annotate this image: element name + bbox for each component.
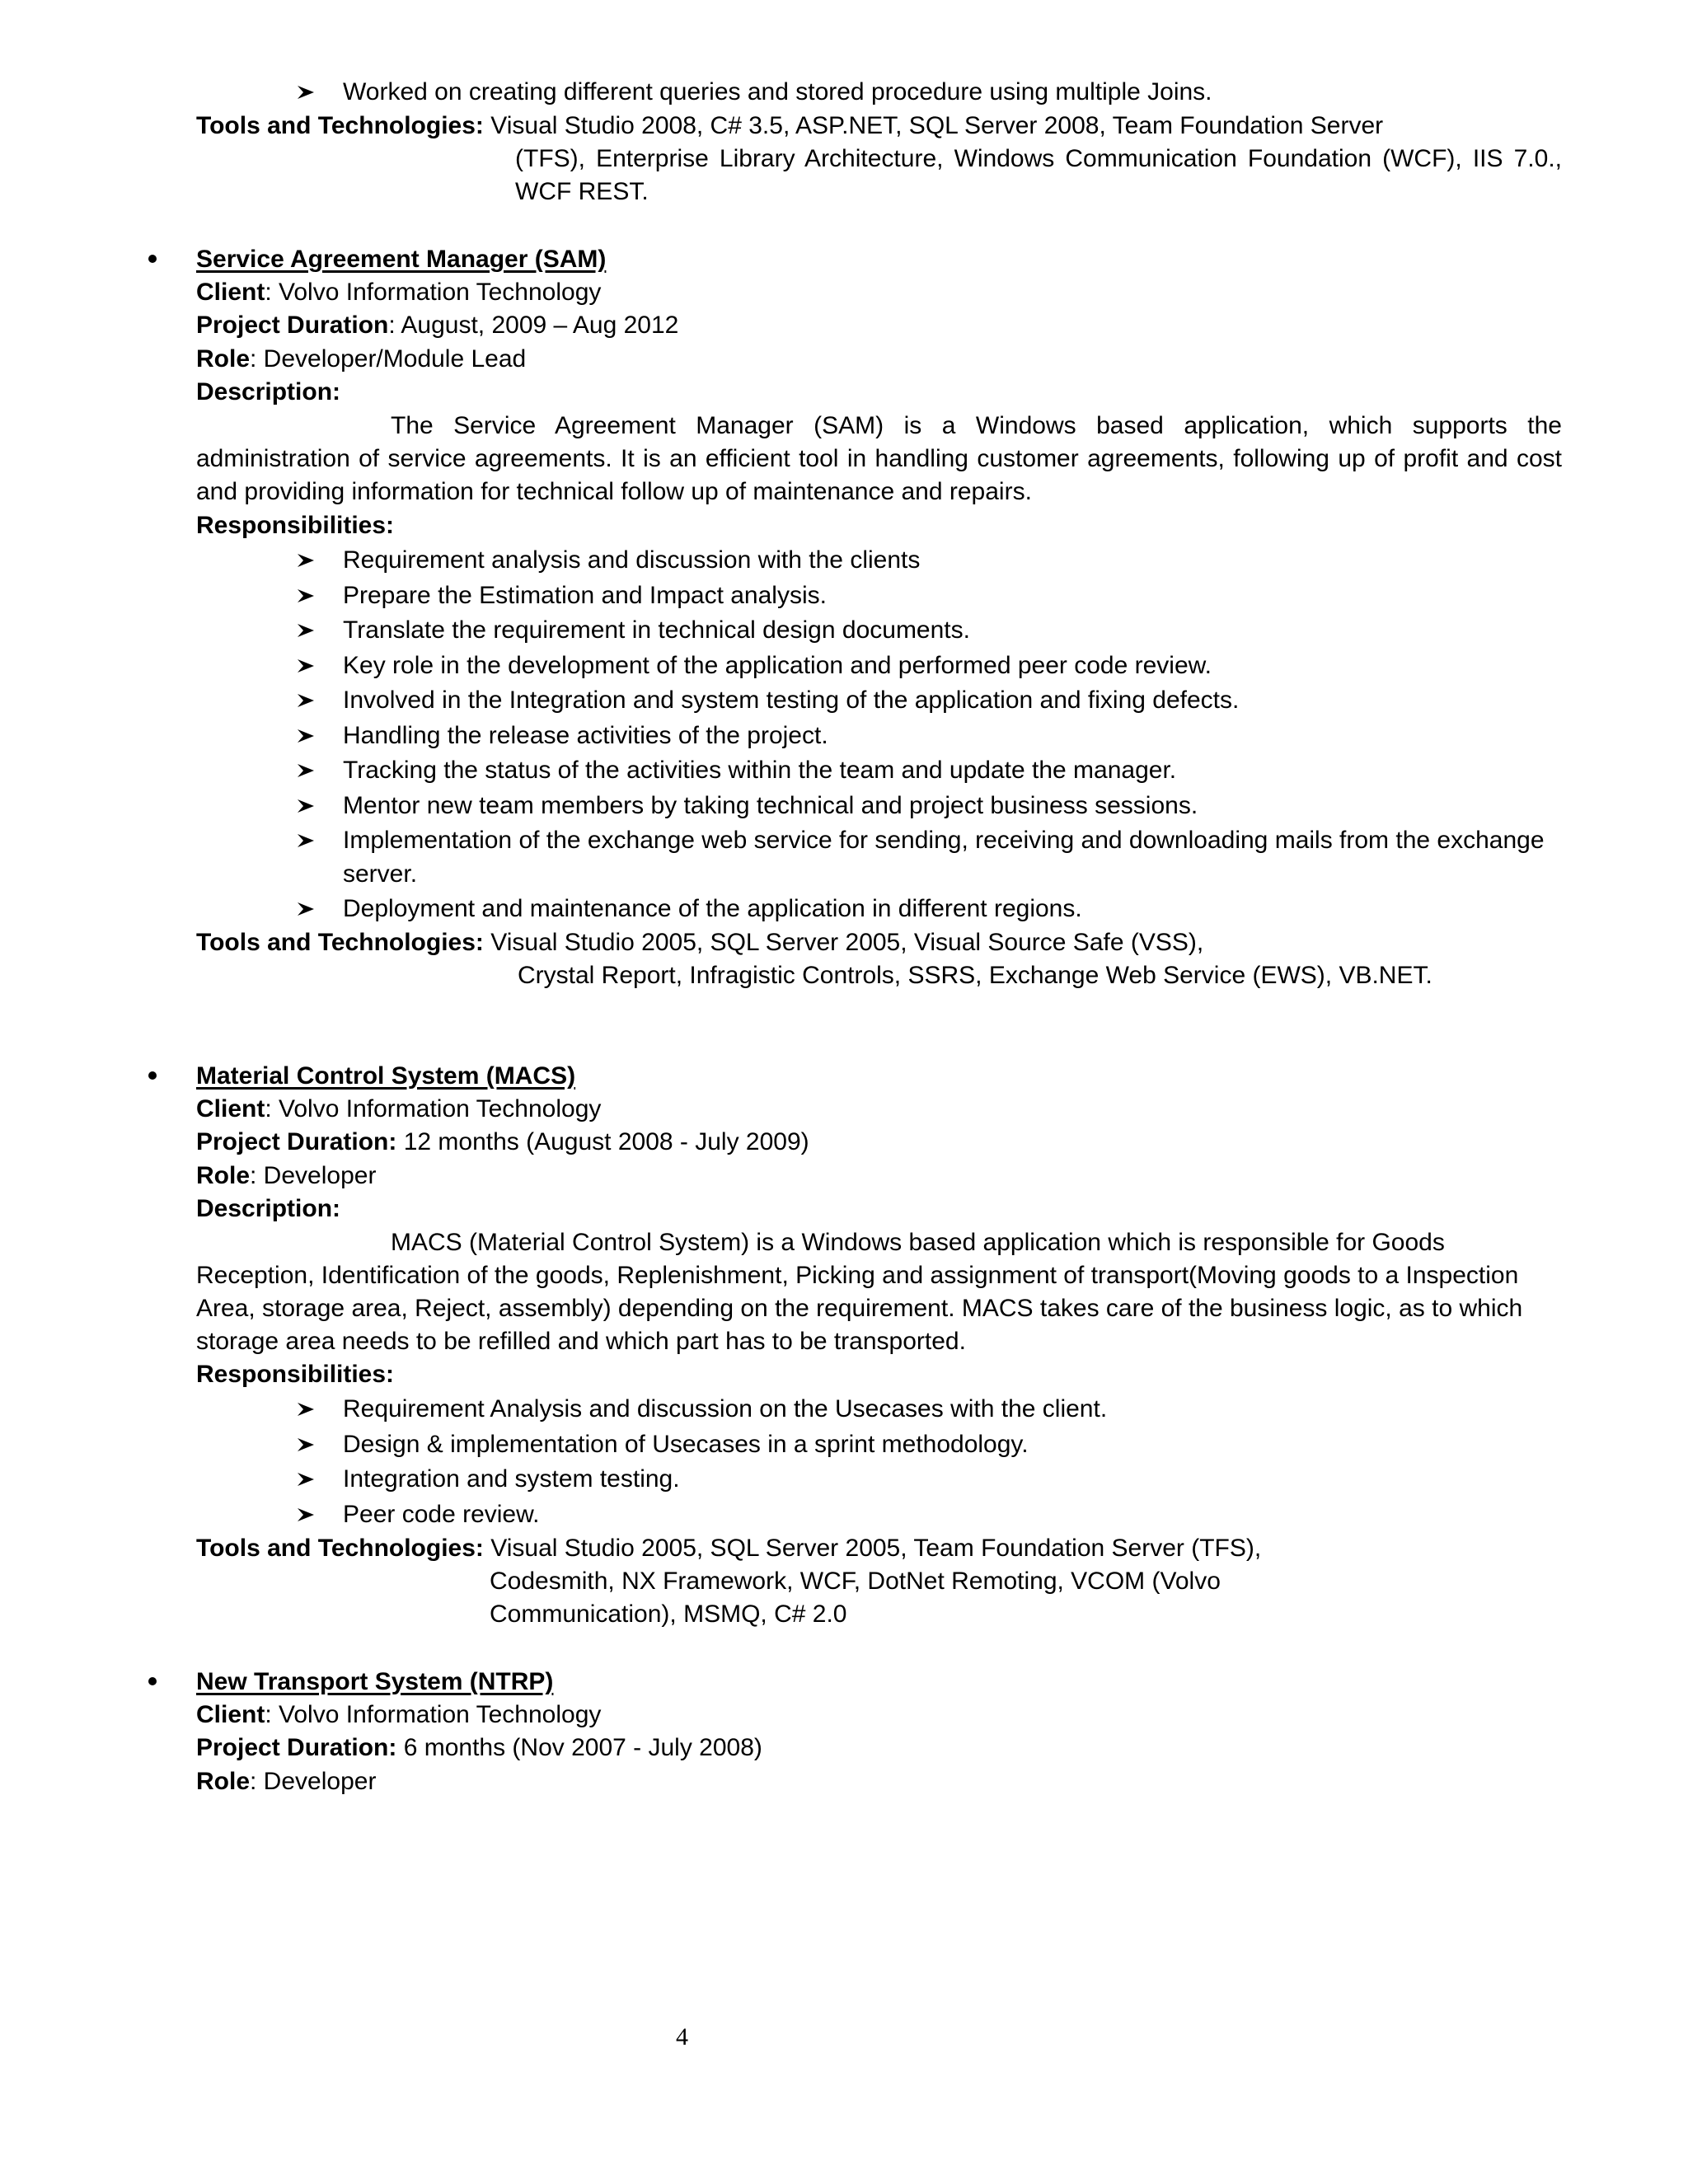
project-title-ntrp: New Transport System (NTRP) xyxy=(196,1668,554,1695)
arrow-bullet-icon xyxy=(296,719,319,752)
tools-label: Tools and Technologies: xyxy=(196,112,484,139)
tools-label: Tools and Technologies: xyxy=(196,929,484,956)
tools-continuation: Communication), MSMQ, C# 2.0 xyxy=(490,1601,847,1628)
bullet-text: Key role in the development of the application and performed peer code review. xyxy=(343,652,1212,679)
arrow-bullet-icon xyxy=(296,544,319,577)
tools-value: Visual Studio 2005, SQL Server 2005, Team Foundation Server (TFS), xyxy=(490,1535,1262,1562)
duration-line xyxy=(196,1126,809,1159)
arrow-bullet-icon xyxy=(296,754,319,787)
description-text: Reception, Identification of the goods, Replenishment, Picking and assignment of transport(Moving goods to a Inspection xyxy=(196,1262,1519,1289)
role-label: Role xyxy=(196,1768,251,1795)
arrow-bullet-icon xyxy=(296,649,319,682)
client-label: Client xyxy=(196,1701,265,1728)
arrow-bullet-icon xyxy=(296,1393,319,1426)
responsibilities-label: Responsibilities: xyxy=(196,1361,395,1388)
bullet-text: Implementation of the exchange web service for sending, receiving and downloading mails from the exchange xyxy=(343,827,1545,854)
description-label: Description: xyxy=(196,378,341,405)
bullet-text: Requirement analysis and discussion with the clients xyxy=(343,546,921,574)
duration-line xyxy=(196,1732,762,1765)
bullet-text: Worked on creating different queries and stored procedure using multiple Joins. xyxy=(343,78,1212,105)
arrow-bullet-icon xyxy=(296,824,319,857)
bullet-text: Design & implementation of Usecases in a sprint methodology. xyxy=(343,1431,1029,1458)
bullet-text: Integration and system testing. xyxy=(343,1465,680,1493)
section-bullet-icon xyxy=(148,255,157,263)
bullet-text: Handling the release activities of the project. xyxy=(343,722,828,749)
tools-value: Visual Studio 2005, SQL Server 2005, Visual Source Safe (VSS), xyxy=(490,929,1204,956)
role-value: : Developer xyxy=(250,1162,377,1189)
description-text: administration of service agreements. It is an efficient tool in handling customer agreements, following up of profit and cost xyxy=(196,445,1562,472)
duration-label: Project Duration: xyxy=(196,1734,397,1761)
arrow-bullet-icon xyxy=(296,1498,319,1531)
client-value: : Volvo Information Technology xyxy=(265,1095,602,1122)
description-text: storage area needs to be refilled and which part has to be transported. xyxy=(196,1328,966,1355)
duration-value: 6 months (Nov 2007 - July 2008) xyxy=(396,1734,762,1761)
responsibilities-label: Responsibilities: xyxy=(196,512,395,539)
client-line xyxy=(196,1093,601,1126)
tools-label: Tools and Technologies: xyxy=(196,1535,484,1562)
tools-value: Visual Studio 2008, C# 3.5, ASP.NET, SQL Server 2008, Team Foundation Server xyxy=(490,112,1384,139)
client-label: Client xyxy=(196,1095,265,1122)
project-title-macs: Material Control System (MACS) xyxy=(196,1062,576,1090)
role-value: : Developer xyxy=(250,1768,377,1795)
tools-line xyxy=(196,1532,1261,1565)
duration-label: Project Duration xyxy=(196,312,389,339)
tools-line xyxy=(196,926,1203,959)
bullet-continuation: server. xyxy=(343,860,418,888)
page-number: 4 xyxy=(676,2023,688,2050)
description-text: The Service Agreement Manager (SAM) is a Windows based application, which supports the xyxy=(391,412,1562,439)
arrow-bullet-icon xyxy=(296,684,319,717)
role-line xyxy=(196,343,526,376)
role-label: Role xyxy=(196,1162,251,1189)
client-line xyxy=(196,276,601,309)
tools-continuation: Crystal Report, Infragistic Controls, SSRS, Exchange Web Service (EWS), VB.NET. xyxy=(518,962,1432,989)
role-line xyxy=(196,1765,376,1798)
role-label: Role xyxy=(196,345,251,373)
description-text: Area, storage area, Reject, assembly) depending on the requirement. MACS takes care of the business logic, as to which xyxy=(196,1295,1523,1322)
tools-continuation: (TFS), Enterprise Library Architecture, Windows Communication Foundation (WCF), IIS 7.0., xyxy=(515,145,1562,172)
duration-label: Project Duration: xyxy=(196,1128,397,1155)
arrow-bullet-icon xyxy=(296,579,319,612)
tools-line xyxy=(196,110,1383,143)
bullet-text: Requirement Analysis and discussion on the Usecases with the client. xyxy=(343,1395,1108,1422)
bullet-text: Peer code review. xyxy=(343,1501,540,1528)
duration-value: : August, 2009 – Aug 2012 xyxy=(388,312,679,339)
bullet-text: Tracking the status of the activities within the team and update the manager. xyxy=(343,757,1177,784)
arrow-bullet-icon xyxy=(296,76,319,109)
tools-continuation: Codesmith, NX Framework, WCF, DotNet Remoting, VCOM (Volvo xyxy=(490,1568,1221,1595)
arrow-bullet-icon xyxy=(296,893,319,926)
arrow-bullet-icon xyxy=(296,1463,319,1496)
section-bullet-icon xyxy=(148,1071,157,1080)
client-label: Client xyxy=(196,279,265,306)
bullet-text: Involved in the Integration and system testing of the application and fixing defects. xyxy=(343,687,1240,714)
bullet-text: Mentor new team members by taking technical and project business sessions. xyxy=(343,792,1198,819)
arrow-bullet-icon xyxy=(296,790,319,823)
client-value: : Volvo Information Technology xyxy=(265,1701,602,1728)
bullet-text: Translate the requirement in technical design documents. xyxy=(343,616,970,644)
bullet-text: Deployment and maintenance of the application in different regions. xyxy=(343,895,1082,922)
role-line xyxy=(196,1160,376,1193)
client-value: : Volvo Information Technology xyxy=(265,279,602,306)
duration-value: 12 months (August 2008 - July 2009) xyxy=(396,1128,809,1155)
client-line xyxy=(196,1699,601,1732)
bullet-text: Prepare the Estimation and Impact analysis. xyxy=(343,582,827,609)
description-text: and providing information for technical follow up of maintenance and repairs. xyxy=(196,478,1032,505)
role-value: : Developer/Module Lead xyxy=(250,345,527,373)
project-title-sam: Service Agreement Manager (SAM) xyxy=(196,246,607,273)
section-bullet-icon xyxy=(148,1677,157,1685)
description-label: Description: xyxy=(196,1195,341,1222)
arrow-bullet-icon xyxy=(296,614,319,647)
duration-line xyxy=(196,309,678,342)
description-text: MACS (Material Control System) is a Windows based application which is responsible for Goods xyxy=(391,1229,1445,1256)
tools-continuation: WCF REST. xyxy=(515,178,649,205)
arrow-bullet-icon xyxy=(296,1428,319,1461)
